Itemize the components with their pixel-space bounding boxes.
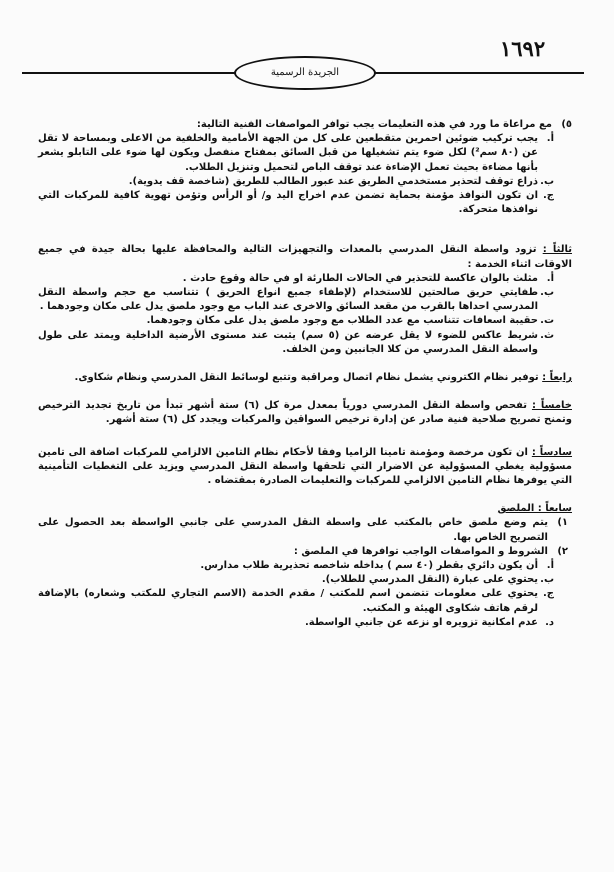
- list-item-text: يجب تركيب ضوئين احمرين متقطعين على كل من الجهة الأمامية والخلفية من الاعلى وبمساحة لا تقل عن (٨٠ سم²) لكل ضوء يتم تشغيلها من قبل السائق بمفتاح منفصل ويكون لها ضوء على التابلو يشعر بأنها مضاءة بحيث تعمل الإضاءة عند توقف الباص لتحميل وتنزيل الطلاب.: [38, 133, 538, 173]
- section-heading: رابعاً :: [542, 372, 572, 384]
- document-body: [38, 118, 572, 630]
- list-item-text: يتم وضع ملصق خاص بالمكتب على واسطة النقل المدرسي على جانبي الواسطة بعد الحصول على التصريح الخاص بها.: [38, 517, 548, 543]
- list-item-text: يحتوي على معلومات تتضمن اسم للمكتب / مقدم الخدمة (الاسم التجاري للمكتب وشعاره) بالإضافة لرقم هاتف شكاوى الهيئة و المكتب.: [38, 588, 538, 614]
- section-heading: سادساً :: [531, 446, 573, 458]
- technical-specs-section: [38, 118, 572, 217]
- section-sixth: [38, 446, 572, 489]
- list-item: [38, 545, 572, 559]
- list-marker: ج.: [542, 190, 554, 202]
- list-item-text: أن يكون دائري بقطر (٤٠ سم ) بداخله شاخصه تحذيرية طلاب مدارس.: [200, 560, 538, 572]
- point-5-intro: [38, 118, 572, 132]
- list-item: [38, 272, 572, 286]
- list-item: [38, 329, 572, 357]
- gazette-title-badge: الجريدة الرسمية: [234, 56, 376, 90]
- list-marker: د.: [545, 616, 554, 628]
- point-5-text: مع مراعاة ما ورد في هذه التعليمات يجب توافر المواصفات الفنية التالية:: [196, 119, 552, 130]
- list-marker: ب.: [540, 287, 554, 299]
- list-item: [38, 175, 572, 189]
- list-item: [38, 587, 572, 615]
- list-item: [38, 516, 572, 544]
- section-seventh: [38, 502, 572, 630]
- section-text: تزود واسطة النقل المدرسي بالمعدات والتجهيزات التالية والمحافظة عليها بحالة جيدة في جميع الاوقات اثناء الخدمة :: [38, 244, 572, 270]
- list-item-text: يحتوي على عبارة (النقل المدرسي للطلاب).: [321, 574, 538, 586]
- list-item: [38, 189, 572, 217]
- list-item-text: عدم امكانية تزويره او نزعه عن جانبي الواسطة.: [304, 616, 538, 628]
- section-heading: ثالثاً :: [542, 244, 572, 256]
- list-item: [38, 132, 572, 175]
- list-marker: ج.: [542, 588, 554, 600]
- section-text: ان تكون مرخصة ومؤمنة تامينا الزاميا وفقا لأحكام نظام التامين الالزامي للمركبات اضافة الى تامين مسؤولية يغطي المسؤولية عن الاضرار التي تلحقها واسطة النقل المدرسي ويزيد على التغطيات التأمينية التي يوفرها نظام التامين الالزامي للمركبات والتعليمات الصادرة بمقتضاه .: [38, 446, 572, 487]
- list-item: [38, 616, 572, 630]
- list-item-text: مثلث بالوان عاكسة للتحذير في الحالات الطارئة او في حالة وقوع حادث .: [182, 272, 538, 284]
- list-marker: ب.: [540, 175, 554, 187]
- list-item: [38, 573, 572, 587]
- list-marker: أ.: [546, 560, 554, 572]
- point-5-marker: ٥): [561, 119, 572, 130]
- list-item-text: الشروط و المواصفات الواجب توافرها في الملصق :: [293, 545, 548, 557]
- list-marker: ٢): [557, 545, 568, 557]
- list-marker: ث.: [540, 329, 554, 341]
- section-third: [38, 243, 572, 357]
- section-text: تفحص واسطة النقل المدرسي دورياً بمعدل مرة كل (٦) ستة أشهر تبدأ من تاريخ تجديد الترخيص وتمنح تصريح صلاحية فنية صادر عن إدارة ترخيص السواقين والمركبات ويجدد كل (٦) ستة أشهر.: [38, 400, 572, 426]
- list-item-text: ان تكون النوافذ مؤمنة بحماية تضمن عدم اخراج اليد و/ أو الرأس وتؤمن تهوية كافية للمركبات التي نوافذها متحركة.: [38, 190, 538, 216]
- list-marker: ت.: [540, 315, 554, 327]
- section-heading: خامساً :: [531, 400, 572, 412]
- list-marker: أ.: [546, 133, 554, 145]
- list-item: [38, 559, 572, 573]
- list-marker: ب.: [540, 574, 554, 586]
- list-item-text: حقيبة اسعافات تتناسب مع عدد الطلاب مع وجود ملصق يدل على مكان وجودهما.: [146, 315, 538, 327]
- list-item: [38, 286, 572, 314]
- section-text: توفير نظام الكتروني يشمل نظام اتصال ومراقبة وتتبع لوسائط النقل المدرسي ونظام شكاوى.: [74, 372, 539, 384]
- list-item-text: شريط عاكس للضوء لا يقل عرضه عن (٥ سم) يثبت عند مستوى الأرضية الداخلية ويمتد على طول واسطة النقل المدرسي من كلا الجانبين ومن الخلف.: [38, 329, 538, 355]
- list-item-text: طفايتي حريق صالحتين للاستخدام (لإطفاء جميع انواع الحريق ) تتناسب مع حجم واسطة النقل المدرسي احداها بالقرب من مقعد السائق والاخرى عند الباب مع وجود ملصق يدل على مكان وجودهما .: [38, 287, 538, 313]
- section-fourth: [38, 371, 572, 385]
- section-fifth: [38, 399, 572, 427]
- list-item: [38, 314, 572, 328]
- section-paragraph: [38, 243, 572, 271]
- page-number: ١٦٩٢: [500, 36, 546, 61]
- list-marker: ١): [557, 517, 568, 529]
- section-heading: سابعاً : الملصق: [497, 503, 572, 515]
- list-item-text: ذراع توقف لتحذير مستخدمي الطريق عند عبور الطالب للطريق (شاخصة قف يدوية).: [128, 175, 538, 187]
- list-marker: أ.: [546, 272, 554, 284]
